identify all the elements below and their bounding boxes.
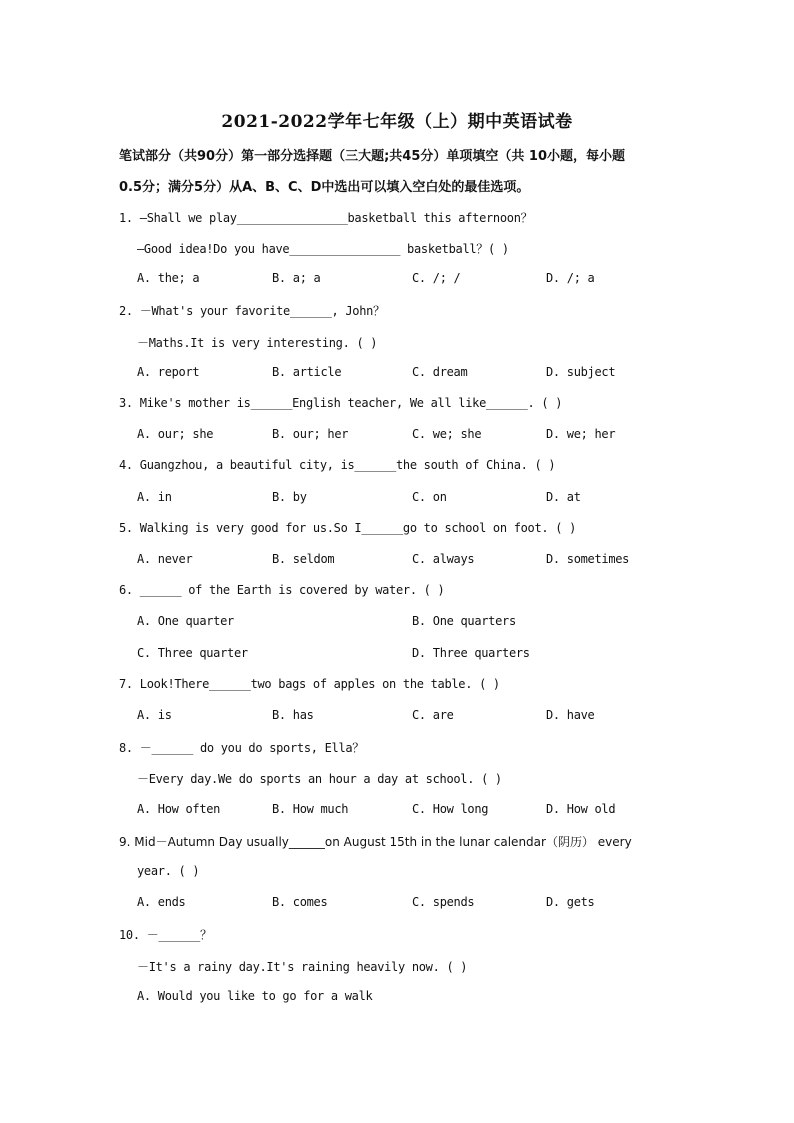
question-2-stem: 2. －What's your favorite______, John？ xyxy=(119,304,385,318)
question-3-stem: 3. Mike's mother is______English teacher, We all like______. ( ) xyxy=(119,396,563,410)
question-2-option-a[interactable]: A. report xyxy=(137,365,200,379)
question-4-option-d[interactable]: D. at xyxy=(546,490,581,504)
question-8-option-b[interactable]: B. How much xyxy=(272,802,349,816)
question-9-option-c[interactable]: C. spends xyxy=(412,895,475,909)
question-5-option-b[interactable]: B. seldom xyxy=(272,552,335,566)
question-8-option-c[interactable]: C. How long xyxy=(412,802,489,816)
question-9-option-d[interactable]: D. gets xyxy=(546,895,595,909)
question-1-stem-2: —Good idea!Do you have________________ basketball？( ) xyxy=(137,242,509,256)
question-10-stem-2: －It's a rainy day.It's raining heavily now. ( ) xyxy=(137,960,468,974)
question-2-option-c[interactable]: C. dream xyxy=(412,365,468,379)
question-6-option-d[interactable]: D. Three quarters xyxy=(412,646,530,660)
question-9-stem: 9. Mid－Autumn Day usually______on August 15th in the lunar calendar（阴历） every xyxy=(119,835,632,849)
question-10-option-a[interactable]: A. Would you like to go for a walk xyxy=(137,989,373,1003)
question-9-stem-2: year. ( ) xyxy=(137,864,200,878)
question-1-option-d[interactable]: D. /; a xyxy=(546,271,595,285)
question-7-option-b[interactable]: B. has xyxy=(272,708,314,722)
question-3-option-a[interactable]: A. our; she xyxy=(137,427,214,441)
question-8-stem: 8. －______ do you do sports, Ella？ xyxy=(119,741,364,755)
question-9-option-a[interactable]: A. ends xyxy=(137,895,186,909)
question-6-option-c[interactable]: C. Three quarter xyxy=(137,646,248,660)
question-6-option-a[interactable]: A. One quarter xyxy=(137,614,234,628)
question-4-option-c[interactable]: C. on xyxy=(412,490,447,504)
question-3-option-c[interactable]: C. we; she xyxy=(412,427,482,441)
question-4-option-b[interactable]: B. by xyxy=(272,490,307,504)
question-2-stem-2: －Maths.It is very interesting. ( ) xyxy=(137,336,378,350)
question-2-option-b[interactable]: B. article xyxy=(272,365,342,379)
question-10-stem: 10. －______？ xyxy=(119,928,212,942)
question-1-option-b[interactable]: B. a; a xyxy=(272,271,321,285)
question-8-option-d[interactable]: D. How old xyxy=(546,802,616,816)
intro-line-2: 0.5分；满分5分）从A、B、C、D中选出可以填入空白处的最佳选项。 xyxy=(119,180,530,195)
question-7-option-a[interactable]: A. is xyxy=(137,708,172,722)
question-3-option-b[interactable]: B. our; her xyxy=(272,427,349,441)
question-4-stem: 4. Guangzhou, a beautiful city, is______the south of China. ( ) xyxy=(119,458,556,472)
question-6-option-b[interactable]: B. One quarters xyxy=(412,614,516,628)
question-1-option-c[interactable]: C. /; / xyxy=(412,271,461,285)
question-7-option-d[interactable]: D. have xyxy=(546,708,595,722)
page-title: 2021-2022学年七年级（上）期中英语试卷 xyxy=(221,112,573,132)
question-6-stem: 6. ______ of the Earth is covered by water. ( ) xyxy=(119,583,445,597)
question-1-option-a[interactable]: A. the; a xyxy=(137,271,200,285)
question-5-option-c[interactable]: C. always xyxy=(412,552,475,566)
question-8-stem-2: －Every day.We do sports an hour a day at school. ( ) xyxy=(137,772,502,786)
question-9-option-b[interactable]: B. comes xyxy=(272,895,328,909)
question-3-option-d[interactable]: D. we; her xyxy=(546,427,616,441)
question-2-option-d[interactable]: D. subject xyxy=(546,365,616,379)
question-7-option-c[interactable]: C. are xyxy=(412,708,454,722)
intro-line-1: 笔试部分（共90分）第一部分选择题（三大题;共45分）单项填空（共 10小题，每小题 xyxy=(119,149,625,164)
question-8-option-a[interactable]: A. How often xyxy=(137,802,221,816)
question-5-option-a[interactable]: A. never xyxy=(137,552,193,566)
question-7-stem: 7. Look!There______two bags of apples on the table. ( ) xyxy=(119,677,500,691)
question-5-option-d[interactable]: D. sometimes xyxy=(546,552,630,566)
question-5-stem: 5. Walking is very good for us.So I______go to school on foot. ( ) xyxy=(119,521,577,535)
question-1-stem: 1. —Shall we play________________basketball this afternoon？ xyxy=(119,211,533,225)
question-4-option-a[interactable]: A. in xyxy=(137,490,172,504)
